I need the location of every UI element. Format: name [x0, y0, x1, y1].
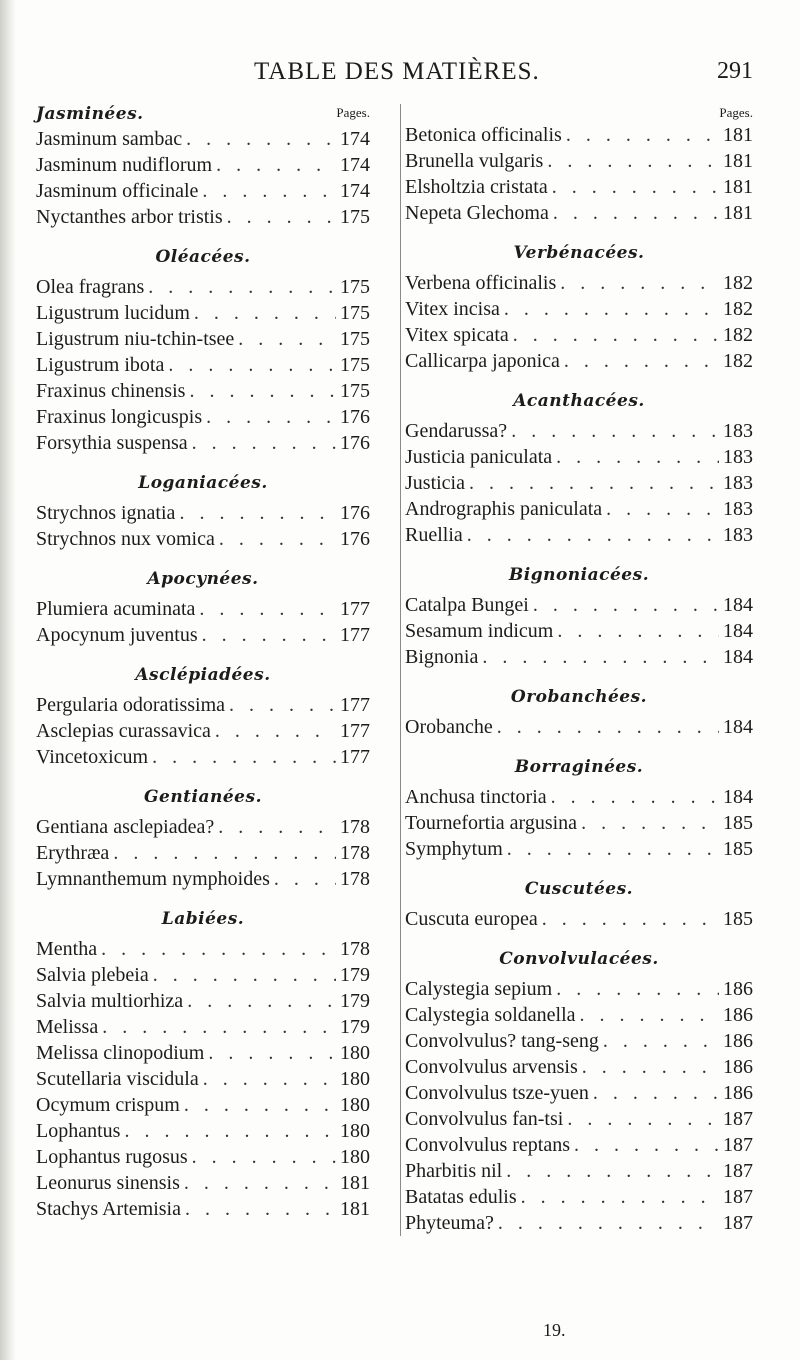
- entry-name: Callicarpa japonica: [405, 350, 560, 372]
- section-gap: [405, 932, 753, 940]
- dot-leader: [179, 500, 336, 526]
- index-entry: [405, 976, 753, 1002]
- section-heading: Borraginées.: [514, 757, 644, 777]
- entry-name: Vitex incisa: [405, 298, 500, 320]
- section-heading: Oléacées.: [155, 247, 251, 267]
- entry-page: 183: [723, 524, 753, 546]
- entry-page: 174: [340, 128, 370, 150]
- index-entry: [405, 200, 753, 226]
- entry-page: 179: [340, 1016, 370, 1038]
- entry-name: Ruellia: [405, 524, 463, 546]
- entry-page: 175: [340, 276, 370, 298]
- entry-page: 180: [340, 1042, 370, 1064]
- entry-page: 180: [340, 1068, 370, 1090]
- dot-leader: [497, 714, 719, 740]
- index-entry: [405, 810, 753, 836]
- entry-name: Strychnos nux vomica: [36, 528, 215, 550]
- entry-name: Catalpa Bungei: [405, 594, 529, 616]
- index-entry: [405, 784, 753, 810]
- entry-name: Betonica officinalis: [405, 124, 562, 146]
- section-gap: [405, 548, 753, 556]
- entry-page: 186: [723, 1082, 753, 1104]
- section-heading: Bignoniacées.: [508, 565, 650, 585]
- dot-leader: [184, 1170, 336, 1196]
- section-heading: Apocynées.: [147, 569, 259, 589]
- section-gap: [405, 740, 753, 748]
- entry-page: 184: [723, 620, 753, 642]
- index-entry: [36, 126, 370, 152]
- right-column: [400, 104, 753, 1236]
- dot-leader: [482, 644, 719, 670]
- entry-page: 177: [340, 746, 370, 768]
- entry-name: Convolvulus tsze-yuen: [405, 1082, 589, 1104]
- entry-page: 186: [723, 1004, 753, 1026]
- dot-leader: [467, 522, 719, 548]
- index-entry: [405, 592, 753, 618]
- dot-leader: [533, 592, 719, 618]
- index-entry: [36, 178, 370, 204]
- index-entry: [36, 692, 370, 718]
- section-heading: Verbénacées.: [513, 243, 645, 263]
- dot-leader: [507, 836, 719, 862]
- section-gap: [405, 670, 753, 678]
- index-entry: [36, 1144, 370, 1170]
- index-entry: [405, 644, 753, 670]
- entry-page: 185: [723, 838, 753, 860]
- entry-name: Salvia plebeia: [36, 964, 149, 986]
- dot-leader: [208, 1040, 336, 1066]
- index-entry: [405, 122, 753, 148]
- entry-name: Pergularia odoratissima: [36, 694, 226, 716]
- entry-page: 176: [340, 406, 370, 428]
- index-entry: [36, 404, 370, 430]
- entry-name: Calystegia sepium: [405, 978, 553, 1000]
- entry-page: 176: [340, 432, 370, 454]
- dot-leader: [574, 1132, 719, 1158]
- index-entry: [36, 152, 370, 178]
- index-entry: [36, 326, 370, 352]
- entry-page: 182: [723, 350, 753, 372]
- dot-leader: [556, 976, 719, 1002]
- dot-leader: [553, 200, 719, 226]
- section-heading: Acanthacées.: [513, 391, 645, 411]
- entry-page: 181: [723, 176, 753, 198]
- entry-page: 174: [340, 180, 370, 202]
- entry-name: Jasminum nudiflorum: [36, 154, 213, 176]
- index-entry: [36, 500, 370, 526]
- entry-page: 178: [340, 816, 370, 838]
- index-entry: [36, 718, 370, 744]
- index-entry: [405, 418, 753, 444]
- entry-name: Tournefortia argusina: [405, 812, 578, 834]
- entry-page: 183: [723, 472, 753, 494]
- entry-page: 176: [340, 528, 370, 550]
- entry-name: Convolvulus? tang-seng: [405, 1030, 599, 1052]
- entry-name: Fraxinus longicuspis: [36, 406, 203, 428]
- dot-leader: [603, 1028, 719, 1054]
- entry-name: Andrographis paniculata: [405, 498, 603, 520]
- section-heading: Orobanchées.: [510, 687, 648, 707]
- index-entry: [405, 496, 753, 522]
- index-entry: [405, 348, 753, 374]
- index-entry: [36, 1118, 370, 1144]
- dot-leader: [215, 718, 336, 744]
- index-entry: [36, 300, 370, 326]
- dot-leader: [206, 404, 336, 430]
- dot-leader: [274, 866, 336, 892]
- entry-page: 181: [340, 1198, 370, 1220]
- entry-name: Mentha: [36, 938, 98, 960]
- entry-page: 181: [340, 1172, 370, 1194]
- index-entry: [405, 296, 753, 322]
- dot-leader: [194, 300, 336, 326]
- entry-page: 183: [723, 420, 753, 442]
- index-entry: [36, 962, 370, 988]
- page-gutter-shadow: [0, 0, 16, 1360]
- dot-leader: [113, 840, 336, 866]
- entry-page: 184: [723, 594, 753, 616]
- entry-name: Convolvulus reptans: [405, 1134, 570, 1156]
- dot-leader: [192, 1144, 336, 1170]
- entry-name: Gendarussa?: [405, 420, 508, 442]
- entry-name: Anchusa tinctoria: [405, 786, 547, 808]
- index-entry: [36, 526, 370, 552]
- pages-label: Pages.: [719, 105, 753, 120]
- section-heading: Labiées.: [161, 909, 245, 929]
- index-entry: [405, 714, 753, 740]
- entry-page: 186: [723, 1056, 753, 1078]
- index-entry: [405, 148, 753, 174]
- entry-page: 181: [723, 124, 753, 146]
- entry-page: 184: [723, 786, 753, 808]
- index-entry: [405, 1158, 753, 1184]
- index-entry: [36, 840, 370, 866]
- entry-name: Vitex spicata: [405, 324, 509, 346]
- section-gap: [36, 230, 370, 238]
- dot-leader: [582, 1054, 719, 1080]
- entry-name: Olea fragrans: [36, 276, 145, 298]
- index-entry: [405, 444, 753, 470]
- index-entry: [36, 1014, 370, 1040]
- index-entry: [405, 1002, 753, 1028]
- index-entry: [36, 744, 370, 770]
- dot-leader: [101, 936, 336, 962]
- index-entry: [36, 204, 370, 230]
- index-entry: [405, 322, 753, 348]
- dot-leader: [227, 204, 336, 230]
- dot-leader: [556, 444, 719, 470]
- dot-leader: [542, 906, 719, 932]
- dot-leader: [564, 348, 719, 374]
- dot-leader: [203, 1066, 336, 1092]
- dot-leader: [521, 1184, 719, 1210]
- index-entry: [36, 814, 370, 840]
- dot-leader: [581, 810, 719, 836]
- entry-name: Calystegia soldanella: [405, 1004, 576, 1026]
- dot-leader: [189, 378, 336, 404]
- index-entry: [36, 596, 370, 622]
- entry-page: 182: [723, 272, 753, 294]
- dot-leader: [102, 1014, 336, 1040]
- entry-page: 175: [340, 206, 370, 228]
- entry-name: Ligustrum lucidum: [36, 302, 190, 324]
- section-heading: Convolvulacées.: [499, 949, 659, 969]
- section-gap: [36, 552, 370, 560]
- entry-page: 174: [340, 154, 370, 176]
- entry-page: 185: [723, 908, 753, 930]
- entry-page: 186: [723, 978, 753, 1000]
- entry-name: Melissa clinopodium: [36, 1042, 205, 1064]
- entry-page: 177: [340, 694, 370, 716]
- entry-page: 178: [340, 868, 370, 890]
- dot-leader: [567, 1106, 719, 1132]
- entry-name: Nyctanthes arbor tristis: [36, 206, 223, 228]
- entry-name: Sesamum indicum: [405, 620, 554, 642]
- running-header: [0, 58, 800, 94]
- dot-leader: [506, 1158, 719, 1184]
- section-gap: [405, 862, 753, 870]
- index-entry: [405, 836, 753, 862]
- dot-leader: [593, 1080, 719, 1106]
- index-entry: [405, 1028, 753, 1054]
- index-entry: [405, 270, 753, 296]
- entry-page: 175: [340, 328, 370, 350]
- index-entry: [405, 1080, 753, 1106]
- entry-name: Erythræa: [36, 842, 110, 864]
- dot-leader: [202, 622, 336, 648]
- page-number: 291: [717, 58, 753, 84]
- dot-leader: [513, 322, 719, 348]
- dot-leader: [498, 1210, 719, 1236]
- entry-name: Lophantus: [36, 1120, 121, 1142]
- entry-page: 180: [340, 1120, 370, 1142]
- entry-name: Cuscuta europea: [405, 908, 538, 930]
- index-entry: [405, 1210, 753, 1236]
- index-entry: [36, 1040, 370, 1066]
- entry-page: 180: [340, 1094, 370, 1116]
- entry-page: 176: [340, 502, 370, 524]
- dot-leader: [124, 1118, 336, 1144]
- entry-page: 179: [340, 964, 370, 986]
- entry-name: Elsholtzia cristata: [405, 176, 548, 198]
- entry-name: Lymnanthemum nymphoides: [36, 868, 270, 890]
- entry-name: Verbena officinalis: [405, 272, 557, 294]
- pages-label: Pages.: [336, 105, 370, 120]
- entry-name: Scutellaria viscidula: [36, 1068, 199, 1090]
- index-entry: [36, 378, 370, 404]
- dot-leader: [186, 126, 336, 152]
- dot-leader: [469, 470, 719, 496]
- entry-name: Ocymum crispum: [36, 1094, 180, 1116]
- entry-name: Bignonia: [405, 646, 479, 668]
- entry-page: 183: [723, 446, 753, 468]
- entry-name: Stachys Artemisia: [36, 1198, 181, 1220]
- entry-page: 181: [723, 150, 753, 172]
- dot-leader: [202, 178, 336, 204]
- entry-page: 181: [723, 202, 753, 224]
- entry-page: 187: [723, 1160, 753, 1182]
- entry-page: 177: [340, 624, 370, 646]
- dot-leader: [229, 692, 336, 718]
- entry-name: Ligustrum niu-tchin-tsee: [36, 328, 235, 350]
- entry-page: 183: [723, 498, 753, 520]
- entry-name: Melissa: [36, 1016, 99, 1038]
- signature-mark: 19.: [543, 1320, 566, 1340]
- dot-leader: [199, 596, 336, 622]
- index-entry: [405, 522, 753, 548]
- dot-leader: [504, 296, 719, 322]
- entry-page: 175: [340, 354, 370, 376]
- entry-name: Brunella vulgaris: [405, 150, 544, 172]
- entry-name: Justicia: [405, 472, 465, 494]
- entry-page: 177: [340, 720, 370, 742]
- entry-name: Nepeta Glechoma: [405, 202, 549, 224]
- index-entry: [36, 352, 370, 378]
- dot-leader: [219, 526, 336, 552]
- dot-leader: [192, 430, 336, 456]
- dot-leader: [566, 122, 719, 148]
- section-gap: [36, 892, 370, 900]
- entry-name: Batatas edulis: [405, 1186, 517, 1208]
- entry-page: 178: [340, 938, 370, 960]
- section-heading: Gentianées.: [143, 787, 262, 807]
- index-entry: [36, 866, 370, 892]
- dot-leader: [557, 618, 719, 644]
- index-entry: [36, 1066, 370, 1092]
- left-column: [36, 104, 370, 1222]
- entry-name: Convolvulus arvensis: [405, 1056, 578, 1078]
- index-entry: [405, 1184, 753, 1210]
- entry-page: 180: [340, 1146, 370, 1168]
- running-title: TABLE DES MATIÈRES.: [254, 58, 540, 85]
- dot-leader: [547, 148, 719, 174]
- entry-name: Pharbitis nil: [405, 1160, 503, 1182]
- index-entry: [36, 1170, 370, 1196]
- dot-leader: [606, 496, 719, 522]
- entry-name: Jasminum officinale: [36, 180, 199, 202]
- entry-name: Ligustrum ibota: [36, 354, 165, 376]
- entry-page: 187: [723, 1186, 753, 1208]
- index-entry: [405, 906, 753, 932]
- dot-leader: [185, 1196, 336, 1222]
- entry-name: Jasminum sambac: [36, 128, 183, 150]
- entry-page: 177: [340, 598, 370, 620]
- index-entry: [36, 988, 370, 1014]
- entry-name: Apocynum juventus: [36, 624, 198, 646]
- section-heading: Loganiacées.: [138, 473, 268, 493]
- entry-page: 184: [723, 716, 753, 738]
- section-gap: [36, 456, 370, 464]
- dot-leader: [580, 1002, 719, 1028]
- index-entry: [405, 470, 753, 496]
- entry-page: 182: [723, 298, 753, 320]
- dot-leader: [184, 1092, 336, 1118]
- index-entry: [405, 1132, 753, 1158]
- section-gap: [36, 770, 370, 778]
- dot-leader: [552, 174, 719, 200]
- entry-page: 185: [723, 812, 753, 834]
- entry-name: Phyteuma?: [405, 1212, 494, 1234]
- section-gap: [405, 226, 753, 234]
- entry-name: Leonurus sinensis: [36, 1172, 180, 1194]
- index-entry: [36, 274, 370, 300]
- index-entry: [36, 622, 370, 648]
- index-entry: [405, 1106, 753, 1132]
- index-entry: [405, 618, 753, 644]
- section-heading: Asclépiadées.: [135, 665, 271, 685]
- entry-page: 187: [723, 1134, 753, 1156]
- entry-name: Salvia multiorhiza: [36, 990, 184, 1012]
- entry-name: Strychnos ignatia: [36, 502, 176, 524]
- entry-page: 184: [723, 646, 753, 668]
- entry-name: Asclepias curassavica: [36, 720, 211, 742]
- entry-name: Plumiera acuminata: [36, 598, 196, 620]
- entry-page: 186: [723, 1030, 753, 1052]
- section-heading: Cuscutées.: [524, 879, 634, 899]
- index-entry: [405, 174, 753, 200]
- entry-page: 182: [723, 324, 753, 346]
- dot-leader: [511, 418, 719, 444]
- section-gap: [405, 374, 753, 382]
- dot-leader: [560, 270, 719, 296]
- entry-name: Orobanche: [405, 716, 493, 738]
- dot-leader: [216, 152, 336, 178]
- section-heading: Jasminées.: [36, 104, 144, 124]
- entry-name: Vincetoxicum: [36, 746, 149, 768]
- entry-page: 187: [723, 1212, 753, 1234]
- entry-page: 187: [723, 1108, 753, 1130]
- entry-page: 178: [340, 842, 370, 864]
- entry-page: 175: [340, 380, 370, 402]
- index-entry: [36, 1196, 370, 1222]
- entry-name: Lophantus rugosus: [36, 1146, 188, 1168]
- dot-leader: [168, 352, 336, 378]
- dot-leader: [152, 744, 336, 770]
- dot-leader: [551, 784, 719, 810]
- dot-leader: [187, 988, 336, 1014]
- entry-name: Fraxinus chinensis: [36, 380, 186, 402]
- entry-page: 175: [340, 302, 370, 324]
- dot-leader: [218, 814, 336, 840]
- entry-page: 179: [340, 990, 370, 1012]
- dot-leader: [238, 326, 336, 352]
- section-gap: [36, 648, 370, 656]
- dot-leader: [153, 962, 336, 988]
- entry-name: Justicia paniculata: [405, 446, 553, 468]
- index-entry: [405, 1054, 753, 1080]
- entry-name: Gentiana asclepiadea?: [36, 816, 215, 838]
- entry-name: Forsythia suspensa: [36, 432, 188, 454]
- index-entry: [36, 936, 370, 962]
- index-entry: [36, 430, 370, 456]
- index-entry: [36, 1092, 370, 1118]
- entry-name: Symphytum: [405, 838, 503, 860]
- entry-name: Convolvulus fan-tsi: [405, 1108, 564, 1130]
- dot-leader: [148, 274, 336, 300]
